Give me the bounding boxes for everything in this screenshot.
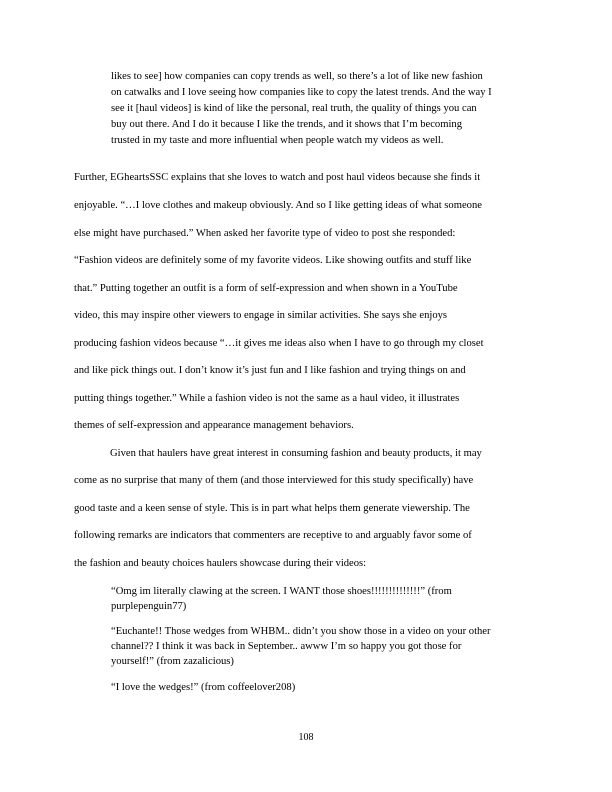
- paragraph-line: that.” Putting together an outfit is a form of self-expression and when shown in a YouTube: [74, 283, 458, 294]
- comment-quote-line: “Euchante!! Those wedges from WHBM.. didn’t you show those in a video on your other: [111, 626, 491, 637]
- comment-quote-line: yourself!” (from zazalicious): [111, 656, 234, 667]
- paragraph-line: producing fashion videos because “…it gives me ideas also when I have to go through my closet: [74, 338, 484, 349]
- block-quote-line: likes to see] how companies can copy trends as well, so there’s a lot of like new fashion: [111, 71, 483, 82]
- paragraph-line: “Fashion videos are definitely some of my favorite videos. Like showing outfits and stuff like: [74, 255, 472, 266]
- block-quote-line: on catwalks and I love seeing how companies like to copy the latest trends. And the way I: [111, 87, 492, 98]
- paragraph-line: following remarks are indicators that commenters are receptive to and arguably favor some of: [74, 530, 472, 541]
- comment-quote-line: purplepenguin77): [111, 601, 187, 612]
- comment-quote-line: “I love the wedges!” (from coffeelover208): [111, 682, 296, 693]
- paragraph-line: video, this may inspire other viewers to engage in similar activities. She says she enjoys: [74, 310, 448, 321]
- page-number: 108: [298, 732, 314, 743]
- paragraph-line: else might have purchased.” When asked her favorite type of video to post she responded:: [74, 228, 456, 239]
- block-quote-line: buy out there. And I do it because I like the trends, and it shows that I’m becoming: [111, 119, 462, 130]
- paragraph-line: Given that haulers have great interest in consuming fashion and beauty products, it may: [110, 448, 482, 459]
- paragraph-line: good taste and a keen sense of style. This is in part what helps them generate viewership. The: [74, 503, 470, 514]
- block-quote-line: see it [haul videos] is kind of like the personal, real truth, the quality of things you can: [111, 103, 477, 114]
- paragraph-line: putting things together.” While a fashion video is not the same as a haul video, it illustrates: [74, 393, 460, 404]
- comment-quote-line: channel?? I think it was back in September.. awww I’m so happy you got those for: [111, 641, 462, 652]
- block-quote-line: trusted in my taste and more influential when people watch my videos as well.: [111, 135, 444, 146]
- comment-quote-line: “Omg im literally clawing at the screen. I WANT those shoes!!!!!!!!!!!!!!” (from: [111, 586, 452, 597]
- paragraph-line: enjoyable. “…I love clothes and makeup obviously. And so I like getting ideas of what someone: [74, 200, 482, 211]
- paragraph-line: and like pick things out. I don’t know it’s just fun and I like fashion and trying things on and: [74, 365, 466, 376]
- paragraph-line: Further, EGheartsSSC explains that she loves to watch and post haul videos because she finds it: [74, 172, 481, 183]
- paragraph-line: come as no surprise that many of them (and those interviewed for this study specifically) have: [74, 475, 474, 486]
- paragraph-line: the fashion and beauty choices haulers showcase during their videos:: [74, 558, 367, 569]
- paragraph-line: themes of self-expression and appearance management behaviors.: [74, 420, 354, 431]
